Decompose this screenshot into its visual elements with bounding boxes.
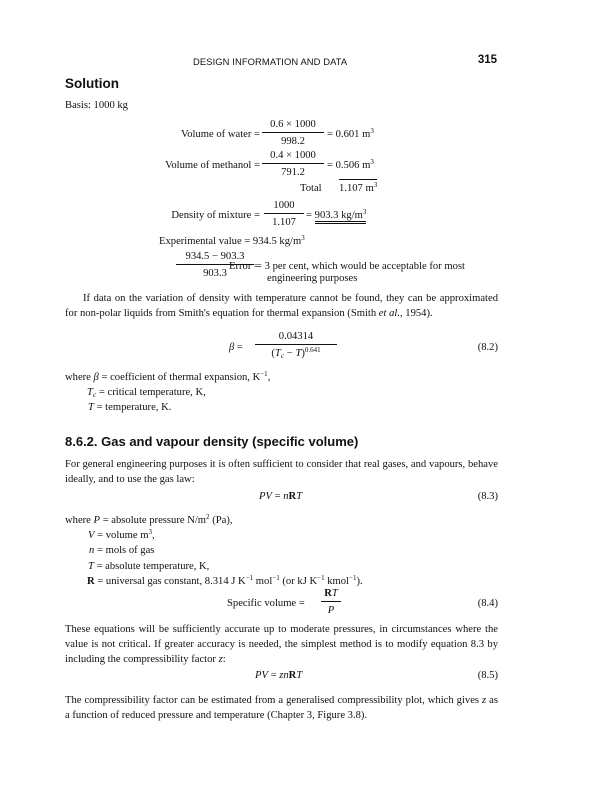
fraction-bar: [262, 132, 324, 133]
error-result-line1: = 3 per cent, which would be acceptable for most: [256, 261, 465, 272]
eq85-number: (8.5): [477, 670, 498, 681]
experimental-value: Experimental value = 934.5 $kg/m^3$: [159, 234, 305, 247]
eq82-lhs: β =: [229, 342, 243, 353]
error-label: Error =: [229, 261, 260, 272]
methanol-result: = 0.506 $m^3$: [327, 158, 374, 171]
eq84-number: (8.4): [477, 598, 498, 609]
eq83-number: (8.3): [477, 491, 498, 502]
methanol-numerator: 0.4 × 1000: [270, 150, 316, 161]
water-numerator: 0.6 × 1000: [270, 119, 316, 130]
total-label: Total: [300, 183, 322, 194]
fraction-bar: [176, 264, 254, 265]
eq83-expression: PV = nRT: [259, 491, 303, 502]
density-result: = 903.3 $kg/m^3$: [306, 210, 366, 221]
water-label: Volume of water =: [180, 129, 260, 140]
page-number: 315: [477, 54, 497, 66]
paragraph-gas-law: For general engineering purposes it is often sufficient to consider that real gases, and vapours, behave ideally, and to use the gas law:: [65, 459, 498, 485]
density-numerator: 1000: [273, 200, 295, 211]
density-fraction: [264, 200, 304, 228]
basis-line: Basis: 1000 kg: [65, 100, 128, 111]
methanol-denominator: 791.2: [281, 167, 305, 178]
eq84-denominator: P: [327, 605, 335, 616]
fraction-bar: [262, 163, 324, 164]
water-fraction: [262, 119, 324, 147]
water-denominator: 998.2: [281, 136, 305, 147]
density-label: Density of mixture =: [171, 210, 260, 221]
methanol-fraction: [262, 150, 324, 178]
fraction-bar: [264, 213, 304, 214]
eq82-fraction: [255, 331, 337, 359]
header-title: DESIGN INFORMATION AND DATA: [193, 56, 348, 67]
density-denominator: 1.107: [272, 217, 296, 228]
paragraph-smith: If data on the variation of density with temperature cannot be found, they can be approximated for non-polar liquids from Smith's equation for thermal expansion (Smith et al., 1954).: [65, 293, 498, 319]
eq84-fraction: [321, 588, 341, 616]
eq84-label: Specific volume =: [227, 598, 305, 609]
where-block-2: where P = absolute pressure $N/m^2$ (Pa), V = volume $m^3$, n = mols of gas T = absolute temperature, K, R = universal gas constant, 8.314 J $K^{-1}$ mol$^{-1}$ (or kJ $K^{-1}$ kmol$^{-1}$).: [65, 513, 363, 587]
eq85-expression: PV = znRT: [255, 670, 303, 681]
eq84-numerator: RT: [324, 588, 338, 599]
error-result-line2: engineering purposes: [267, 273, 358, 284]
where-block-1: where β = coefficient of thermal expansion, $K^{-1}$, $T_c$ = critical temperature, K, T = temperature, K.: [65, 370, 271, 413]
eq82-numerator: 0.04314: [278, 331, 314, 342]
fraction-bar: [321, 601, 341, 602]
paragraph-compressibility: These equations will be sufficiently accurate up to moderate pressures, in circumstances where the value is not critical. If greater accuracy is needed, the simplest method is to modify equation 8.3 by including the compressibility factor z:: [65, 624, 498, 665]
paragraph-generalised-plot: The compressibility factor can be estimated from a generalised compressibility plot, which gives z as a function of reduced pressure and temperature (Chapter 3, Figure 3.8).: [65, 695, 498, 721]
fraction-bar: [255, 344, 337, 345]
eq82-number: (8.2): [477, 342, 498, 353]
total-rule: [339, 179, 377, 180]
water-result: = 0.601 $m^3$: [327, 127, 374, 140]
error-numerator: 934.5 − 903.3: [185, 251, 245, 262]
solution-heading: Solution: [65, 76, 119, 91]
section-heading: 8.6.2. Gas and vapour density (specific volume): [65, 434, 359, 449]
eq82-denominator: $(T_c - T)^{0.641}$: [271, 346, 321, 360]
error-denominator: 903.3: [203, 268, 227, 279]
error-fraction: [176, 251, 254, 279]
methanol-label: Volume of methanol =: [165, 160, 260, 171]
total-value: 1.107 $m^3$: [339, 181, 378, 194]
